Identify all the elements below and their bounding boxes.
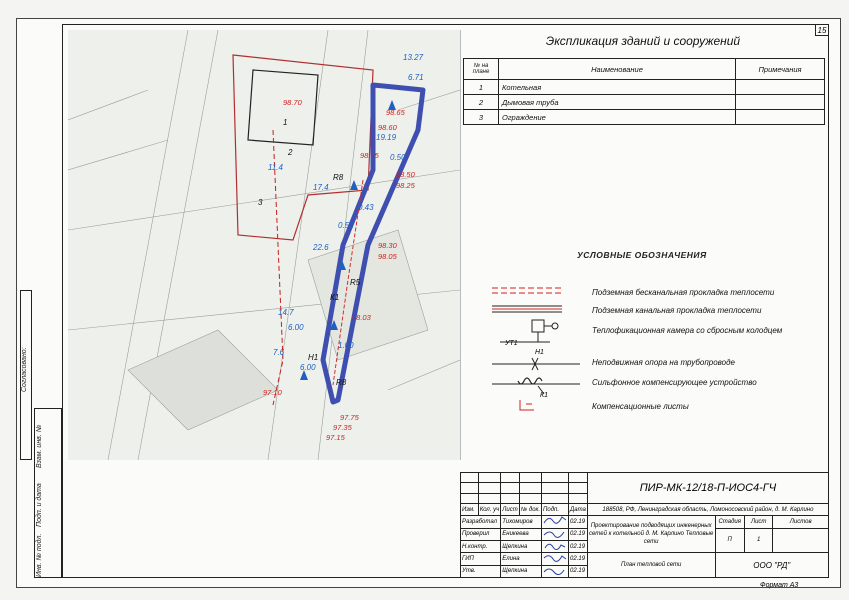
address-text: 188508, РФ, Ленинградская область, Ломоносовский район, д. М. Карлино	[587, 503, 828, 515]
signature-mark	[543, 553, 567, 562]
expl-cell-no: 2	[464, 95, 499, 110]
map-node-0: 1	[283, 118, 288, 127]
signer-date-1: 02.19	[569, 528, 588, 540]
table-row	[464, 110, 825, 125]
signer-name-3: Елина	[501, 553, 542, 565]
map-slope-1: 6.00	[300, 363, 316, 372]
map-node-7: Н1	[308, 353, 319, 362]
signer-role-4: Утв.	[461, 565, 501, 577]
signer-name-0: Тихомиров	[501, 516, 542, 528]
legend-title: УСЛОВНЫЕ ОБОЗНАЧЕНИЯ	[577, 250, 707, 260]
map-dim-5: 11.4	[268, 163, 283, 172]
map-elev-0: 98.70	[283, 98, 302, 107]
map-elev-4: 98.50	[396, 170, 415, 179]
map-dim-7: 7.6	[273, 348, 285, 357]
project-code: ПИР-МК-12/18-П-ИОС4-ГЧ	[587, 473, 828, 504]
legend-tag-k1: К1	[540, 392, 549, 399]
map-elev-9: 97.75	[340, 413, 359, 422]
map-dim-2: 19.19	[376, 133, 397, 142]
expl-header-note: Примечания	[736, 59, 825, 80]
site-plan-map	[68, 30, 461, 460]
map-dim-0: 13.27	[403, 53, 424, 62]
col-header-date: Дата	[569, 503, 588, 515]
signer-name-4: Щепкина	[501, 565, 542, 577]
map-node-2: 3	[258, 198, 263, 207]
col-header-sheet: Лист	[501, 503, 519, 515]
legend-item-chamber: Теплофикационная камера со сбросным колодцем	[592, 326, 783, 335]
signature-0	[542, 516, 569, 528]
signer-role-2: Н.контр.	[461, 540, 501, 552]
map-node-6: К1	[330, 293, 340, 302]
legend-item-compensator: Сильфонное компенсирующее устройство	[592, 378, 757, 387]
map-elev-12: 97.10	[263, 388, 282, 397]
stage-header-2: Листов	[773, 516, 829, 528]
legend-tag-n1: Н1	[535, 349, 544, 356]
expl-header-name: Наименование	[499, 59, 736, 80]
format-label: Формат А3	[760, 582, 799, 589]
legend-item-sheets: Компенсационные листы	[592, 402, 689, 411]
expl-cell-note	[736, 110, 825, 125]
stage-header-0: Стадия	[715, 516, 744, 528]
signer-name-2: Щепкина	[501, 540, 542, 552]
table-row	[464, 80, 825, 95]
expl-cell-no: 1	[464, 80, 499, 95]
col-header-change: Изм.	[461, 503, 479, 515]
signature-4	[542, 565, 569, 577]
legend-symbol-sheets	[520, 400, 534, 410]
map-elev-7: 98.05	[378, 252, 397, 261]
map-dim-1: 6.71	[408, 73, 424, 82]
explication-table	[463, 58, 825, 125]
map-node-5: R5	[350, 278, 361, 287]
map-slope-3: 0.43	[358, 203, 374, 212]
map-elev-8: 98.03	[352, 313, 371, 322]
expl-cell-note	[736, 95, 825, 110]
signer-date-0: 02.19	[569, 516, 588, 528]
col-header-sign: Подп.	[542, 503, 569, 515]
table-row	[464, 95, 825, 110]
signature-mark	[543, 566, 567, 575]
map-elev-5: 98.25	[396, 181, 415, 190]
signer-name-1: Еникеева	[501, 528, 542, 540]
signer-role-1: Проверил	[461, 528, 501, 540]
map-slope-2: 1.00	[338, 341, 354, 350]
signature-mark	[543, 516, 567, 525]
signer-date-4: 02.19	[569, 565, 588, 577]
explication-title: Экспликация зданий и сооружений	[545, 34, 741, 48]
signer-date-3: 02.19	[569, 553, 588, 565]
col-header-doc: № док.	[519, 503, 541, 515]
map-slope-0: 6.00	[288, 323, 304, 332]
legend-symbol-channel	[492, 306, 562, 312]
legend-item-ductless: Подземная бесканальная прокладка теплосети	[592, 288, 775, 297]
map-slope-4: 0.50	[390, 153, 406, 162]
title-block	[460, 472, 829, 578]
company-name: ООО "РД"	[715, 553, 829, 578]
col-header-qty: Кол. уч	[478, 503, 501, 515]
site-plan-svg	[68, 30, 460, 460]
side-cell-replace: Взам. инв. №	[36, 424, 43, 468]
expl-cell-name: Ограждение	[499, 110, 736, 125]
agreed-label: Согласовано:	[21, 347, 28, 392]
stage-header-1: Лист	[744, 516, 773, 528]
map-slope-5: 0.52	[338, 221, 354, 230]
map-node-3: R8	[333, 173, 344, 182]
expl-cell-name: Дымовая труба	[499, 95, 736, 110]
signature-2	[542, 540, 569, 552]
sheet-title: План тепловой сети	[587, 553, 715, 578]
signature-3	[542, 553, 569, 565]
signer-role-0: Разработал	[461, 516, 501, 528]
signature-1	[542, 528, 569, 540]
map-elev-2: 98.60	[378, 123, 397, 132]
map-elev-10: 97.35	[333, 423, 352, 432]
legend-symbol-ductless	[492, 288, 562, 293]
side-cell-sign: Подп. и дата	[36, 483, 43, 527]
legend-symbol-chamber	[500, 320, 558, 342]
expl-header-no: № на плане	[464, 59, 499, 80]
map-elev-1: 98.65	[386, 108, 405, 117]
stage-value-0: П	[715, 528, 744, 553]
expl-cell-no: 3	[464, 110, 499, 125]
map-elev-11: 97.15	[326, 433, 345, 442]
map-node-4: R8	[336, 378, 347, 387]
signer-role-3: ГИП	[461, 553, 501, 565]
stage-value-2	[773, 528, 829, 553]
map-dim-4: 22.6	[313, 243, 329, 252]
stage-value-1: 1	[744, 528, 773, 553]
map-elev-6: 98.30	[378, 241, 397, 250]
legend-item-support: Неподвижная опора на трубопроводе	[592, 358, 735, 367]
map-elev-3: 98.55	[360, 151, 379, 160]
signature-mark	[543, 541, 567, 550]
legend-symbol-support	[492, 358, 580, 370]
map-node-1: 2	[288, 148, 293, 157]
sheet-number: 15	[815, 24, 829, 36]
signature-mark	[543, 529, 567, 538]
map-dim-6: 14.7	[278, 308, 294, 317]
legend-tag-ut1: УТ1	[505, 340, 518, 347]
legend-item-channel: Подземная канальная прокладка теплосети	[592, 306, 762, 315]
signer-date-2: 02.19	[569, 540, 588, 552]
project-description: Проектирование подводящих инженерных сетей к котельной д. М. Карлино Тепловые сети	[587, 516, 715, 553]
side-cell-inv: Инв. № подл.	[36, 533, 43, 577]
expl-cell-name: Котельная	[499, 80, 736, 95]
expl-cell-note	[736, 80, 825, 95]
legend-symbol-compensator	[492, 378, 580, 394]
map-dim-3: 17.4	[313, 183, 329, 192]
